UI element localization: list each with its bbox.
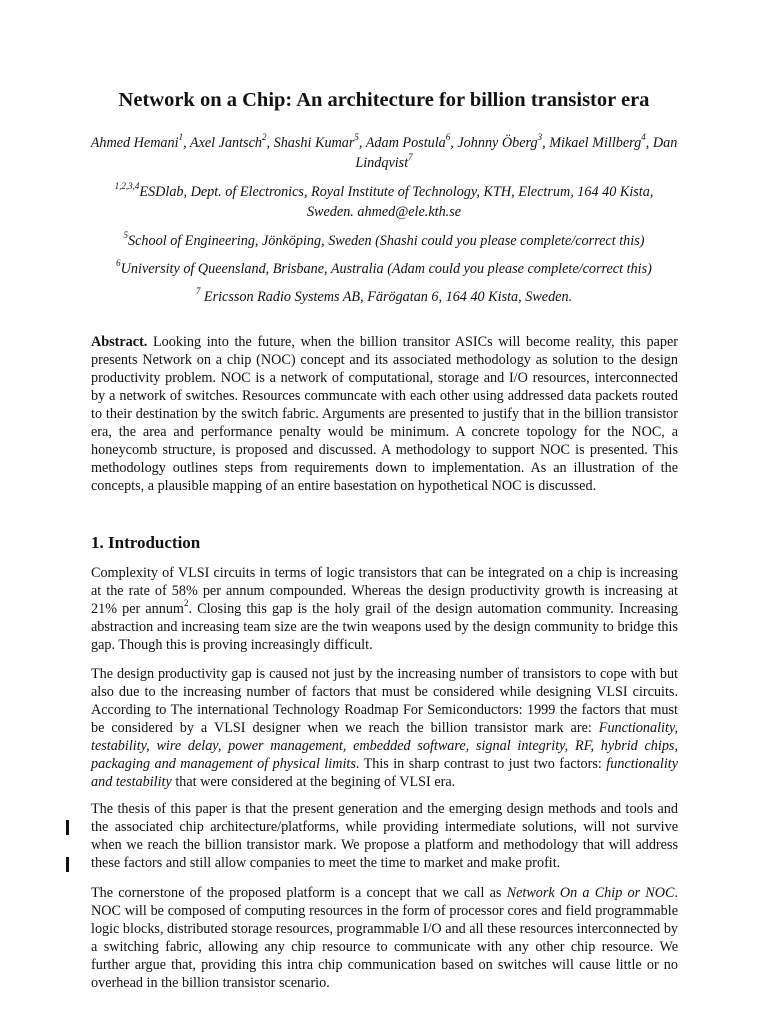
change-bar — [66, 857, 69, 872]
author-name: Shashi Kumar — [273, 135, 355, 151]
paragraph-2 — [91, 665, 678, 791]
paragraph-text: The design productivity gap is caused not just by the increasing number of transistors to cope with but also due to the increasing number of factors that must be considered while designing VLSI circuits. According to The international Technology Roadmap For Semiconductors: 1999 the factors that must be considered by a VLSI designer when we reach the billion transistor mark are: — [91, 666, 678, 736]
affiliation-sup: 1,2,3,4 — [114, 181, 140, 192]
author-sep: , — [266, 135, 274, 151]
affiliation-2 — [40, 231, 728, 251]
abstract-label: Abstract. — [91, 334, 148, 350]
footnote-sup: 2 — [183, 598, 189, 609]
paragraph-1 — [91, 564, 678, 654]
author-sup: 6 — [445, 132, 451, 143]
author-sup: 4 — [641, 132, 646, 143]
change-bar — [66, 820, 69, 835]
author-sep: , — [358, 135, 366, 151]
author-sup: 5 — [354, 132, 359, 143]
affiliation-text: ESDlab, Dept. of Electronics, Royal Institute of Technology, KTH, Electrum, 164 40 Kista, Sweden. ahmed@ele.kth.se — [139, 184, 654, 220]
section-heading: 1. Introduction — [91, 533, 201, 552]
author-sup: 3 — [537, 132, 543, 143]
paragraph-text: The cornerstone of the proposed platform is a concept that we call as — [91, 885, 507, 901]
affiliation-text: School of Engineering, Jönköping, Sweden (Shashi could you please complete/correct this) — [128, 233, 645, 249]
author-sup: 2 — [262, 132, 267, 143]
paragraph-text: that were considered at the begining of VLSI era. — [171, 774, 456, 790]
paragraph-3: The thesis of this paper is that the present generation and the emerging design methods and tools and the associated chip architecture/platforms, while providing intermediate solutions, will not survive when we reach the billion transistor mark. We propose a platform and methodology that will address these factors and still allow companies to meet the time to market and make profit. — [91, 801, 678, 871]
paragraph-4 — [91, 884, 678, 992]
abstract-text: Looking into the future, when the billion transitor ASICs will become reality, this paper presents Network on a chip (NOC) concept and its associated methodology as solution to the design productivity problem. NOC is a network of computational, storage and I/O resources, interconnected by a network of switches. Resources communcate with each other using addressed data packets routed to their destination by the switch fabric. Arguments are presented to justify that in the billion transistor era, the area and performance penalty would be minimum. A concrete topology for the NOC, a honeycomb structure, is proposed and discussed. A methodology to support NOC is presented. This methodology outlines steps from requirements down to implementation. As an illustration of the concepts, a plausible mapping of an entire basestation on hypothetical NOC is discussed. — [91, 334, 678, 494]
author-list — [80, 133, 688, 173]
author-name: Axel Jantsch — [189, 135, 263, 151]
affiliation-sup: 5 — [123, 230, 129, 241]
author-sup: 1 — [178, 132, 184, 143]
paper-title: Network on a Chip: An architecture for billion transistor era — [118, 89, 650, 111]
affiliation-text: University of Queensland, Brisbane, Australia (Adam could you please complete/correct this) — [120, 261, 652, 277]
author-sep: , — [542, 135, 550, 151]
paragraph-text: Complexity of VLSI circuits in terms of logic transistors that can be integrated on a chip is increasing at the rate of 58% per annum compounded. Whereas the design productivity growth is increasing at 21% per annum — [91, 565, 678, 617]
abstract — [91, 333, 678, 495]
affiliation-1 — [100, 182, 668, 222]
author-sep: , — [450, 135, 458, 151]
author-name: Mikael Millberg — [549, 135, 642, 151]
paragraph-italic: Network On a Chip or NOC — [506, 885, 675, 901]
author-name: Ahmed Hemani — [90, 135, 179, 151]
paragraph-text: . This in sharp contrast to just two factors: — [355, 756, 607, 772]
affiliation-4 — [40, 287, 728, 307]
affiliation-3 — [40, 259, 728, 279]
author-sep: , — [645, 135, 653, 151]
paragraph-text: . Closing this gap is the holy grail of the design automation community. Increasing abstraction and increasing team size are the twin weapons used by the design community to bridge this gap. Though this is proving increasingly difficult. — [91, 601, 678, 653]
author-name: Johnny Öberg — [457, 135, 538, 151]
author-name: Adam Postula — [365, 135, 446, 151]
affiliation-sup: 6 — [116, 258, 121, 269]
paragraph-italic: Functionality, testability, wire delay, power management, embedded software, signal integrity, RF, hybrid chips, packaging and management of physical limits — [91, 720, 678, 772]
paragraph-italic: functionality and testability — [91, 756, 678, 790]
author-sep: , — [183, 135, 190, 151]
paragraph-text: . NOC will be composed of computing resources in the form of processor cores and field programmable logic blocks, distributed storage resources, programmable I/O and all these resources interconnected by a switching fabric, allowing any chip resource to communicate with any other chip resource. We further argue that, providing this intra chip communication based on switches will cause little or no overhead in the billion transistor scenario. — [91, 885, 679, 991]
affiliation-sup: 7 — [195, 286, 201, 297]
affiliation-text: Ericsson Radio Systems AB, Färögatan 6, 164 40 Kista, Sweden. — [200, 289, 573, 305]
author-name: Dan Lindqvist — [355, 135, 678, 171]
author-sup: 7 — [408, 152, 413, 163]
